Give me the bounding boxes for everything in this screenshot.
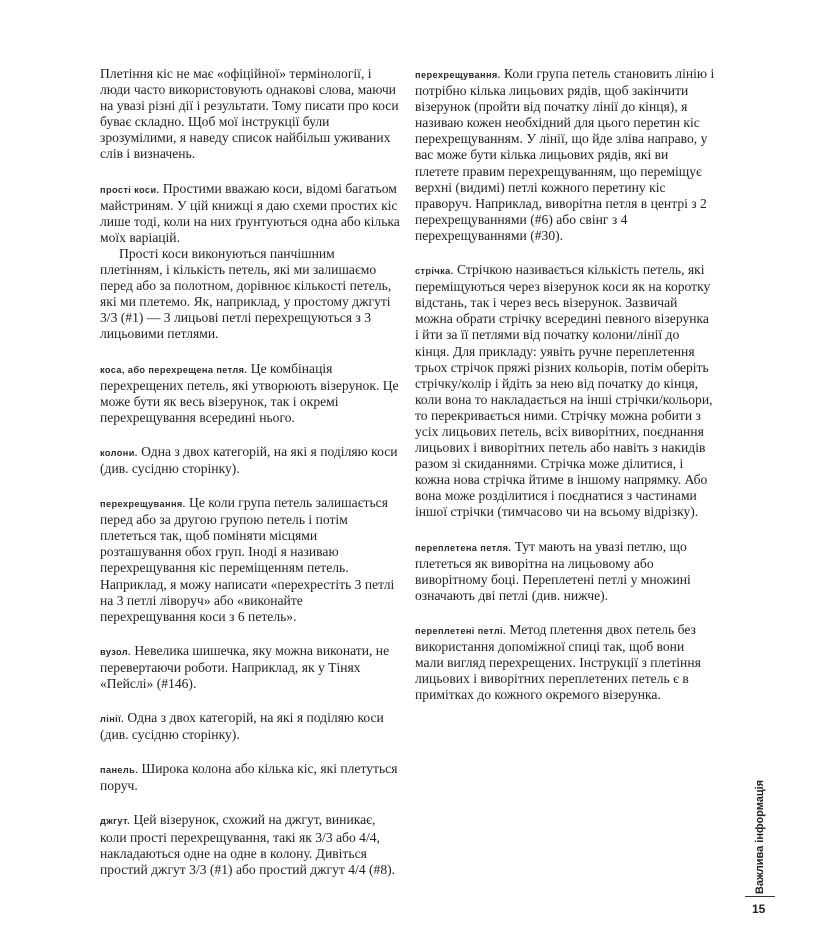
- glossary-entry-lines: [100, 710, 400, 743]
- glossary-entry-crossing: [100, 495, 400, 625]
- glossary-term: джгут.: [100, 816, 131, 827]
- glossary-term: переплетені петлі.: [415, 625, 506, 636]
- intro-paragraph: Плетіння кіс не має «офіційної» термінології, і люди часто використовують однакові слова, маючи на увазі різні дії і результати. Тому писати про коси буває складно. Щоб мої інструкції були зрозумілими, я наведу список найбільш уживаних слів і визначень.: [100, 66, 399, 162]
- glossary-definition: Простими вважаю коси, відомі багатьом майстриням. У цій книжці я даю схеми простих кіс лише тоді, коли на них ґрунтуються одна або кілька моїх варіацій.: [100, 180, 400, 245]
- glossary-entry-rope: [100, 812, 400, 877]
- glossary-term: лінії.: [100, 714, 125, 725]
- glossary-entry-panel: [100, 761, 400, 794]
- glossary-definition: Одна з двох категорій, на які я поділяю коси (див. сусідню сторінку).: [100, 443, 398, 476]
- glossary-definition: Одна з двох категорій, на які я поділяю коси (див. сусідню сторінку).: [100, 710, 384, 743]
- glossary-definition: Широка колона або кілька кіс, які плетуться поруч.: [100, 761, 398, 794]
- glossary-definition: Це коли група петель залишається перед або за другою групою петель і потім плететься так, щоб поміняти місцями розташування обох груп. Іноді я називаю перехрещування кіс переміщенням петель. Наприклад, я можу написати «перехрестіть 3 петлі на 3 петлі ліворуч» або «виконайте перехрещування коси з 6 петель».: [100, 495, 395, 624]
- glossary-definition: Стрічкою називається кількість петель, які переміщуються через візерунок коси як на коротку відстань, так і через весь візерунок. Зазвичай можна обрати стрічку всередині певного візерунка і йти за її петлями від початку колони/лінії до кінця. Для прикладу: уявіть ручне переплетення трьох стрічок пряжі різних кольорів, потім оберіть стрічку/колір і йдіть за нею від початку до кінця, коли вона то накладається на інші стрічки/кольори, то перекривається ними. Стрічку можна робити з усіх лицьових петель, всіх виворітних, поєднання лицьових і виворітних петель або навіть з накидів разом зі скиданнями. Стрічка може ділитися, і кожна нова стрічка йтиме в іншому напрямку. Або вона може розділитися і поєднатися з частинами іншої стрічки (тимчасово чи на всьому відрізку).: [415, 262, 713, 520]
- section-side-label-text: Важлива інформація: [754, 779, 767, 895]
- glossary-entry-simple-cables: [100, 181, 400, 246]
- glossary-entry-twisted-stitches: [415, 622, 715, 703]
- glossary-continuation: Прості коси виконуються панчішним плетінням, і кількість петель, які ми залишаємо перед або за полотном, дорівнює кількості петель, які ми плетемо. Як, наприклад, у простому джгуті 3/3 (#1) — 3 лицьові петлі перехрещуються з 3 лицьовими петлями.: [100, 245, 392, 342]
- glossary-definition: Цей візерунок, схожий на джгут, виникає, коли прості перехрещування, такі як 3/3 або 4/4, накладаються одне на одне в колону. Дивіться простий джгут 3/3 (#1) або простий джгут 4/4 (#8).: [100, 812, 396, 877]
- glossary-entry-crossings: [415, 66, 715, 244]
- glossary-term: стрічка.: [415, 266, 454, 277]
- glossary-term: коса, або перехрещена петля.: [100, 364, 248, 375]
- glossary-entry-cable: [100, 361, 400, 426]
- glossary-definition: Метод плетення двох петель без використання допоміжної спиці так, щоб вони мали вигляд перехрещених. Інструкції з плетіння лицьових і виворітних переплетених петель є в примітках до кожного окремого візерунка.: [415, 621, 701, 703]
- glossary-entry-columns: [100, 444, 400, 477]
- glossary-term: перехрещування.: [415, 70, 501, 80]
- page-number: 15: [752, 902, 766, 916]
- glossary-term: переплетена петля.: [415, 542, 512, 553]
- glossary-entry-twisted-stitch: [415, 539, 715, 604]
- glossary-definition: Коли група петель становить лінію і потрібно кілька лицьових рядів, щоб закінчити візерунок (пройти від початку лінії до кінця), я називаю кожен необхідний для цього перетин кіс перехрещуванням. У лінії, що йде зліва направо, у вас може бути кілька лицьових рядів, які ви плетете правим перехрещуванням, що переміщує верхні (видимі) петлі кожного перетину кіс праворуч. Наприклад, виворітна петля в центрі з 2 перехрещуваннями (#6) або свінг з 4 перехрещуваннями (#30).: [415, 66, 715, 243]
- glossary-definition: Невелика шишечка, яку можна виконати, не перевертаючи роботи. Наприклад, як у Тінях «Пейслі» (#146).: [100, 642, 390, 691]
- glossary-term: панель.: [100, 765, 139, 776]
- left-column: [100, 66, 400, 896]
- glossary-term: прості коси.: [100, 184, 160, 195]
- right-column: [415, 66, 715, 721]
- page-number-rule: [745, 896, 775, 897]
- glossary-definition: Тут мають на увазі петлю, що плететься як виворітна на лицьовому або виворітному боці. Переплетені петлі у множині означають дві петлі (див. нижче).: [415, 538, 691, 603]
- glossary-entry-strand: [415, 262, 715, 521]
- glossary-term: вузол.: [100, 646, 131, 657]
- glossary-definition: Це комбінація перехрещених петель, які утворюють візерунок. Це може бути як весь візерунок, так і окремі перехрещування всередині нього.: [100, 360, 399, 425]
- glossary-term: колони.: [100, 447, 138, 458]
- glossary-entry-knot: [100, 643, 400, 692]
- section-side-label: [742, 779, 778, 895]
- glossary-term: перехрещування.: [100, 499, 186, 510]
